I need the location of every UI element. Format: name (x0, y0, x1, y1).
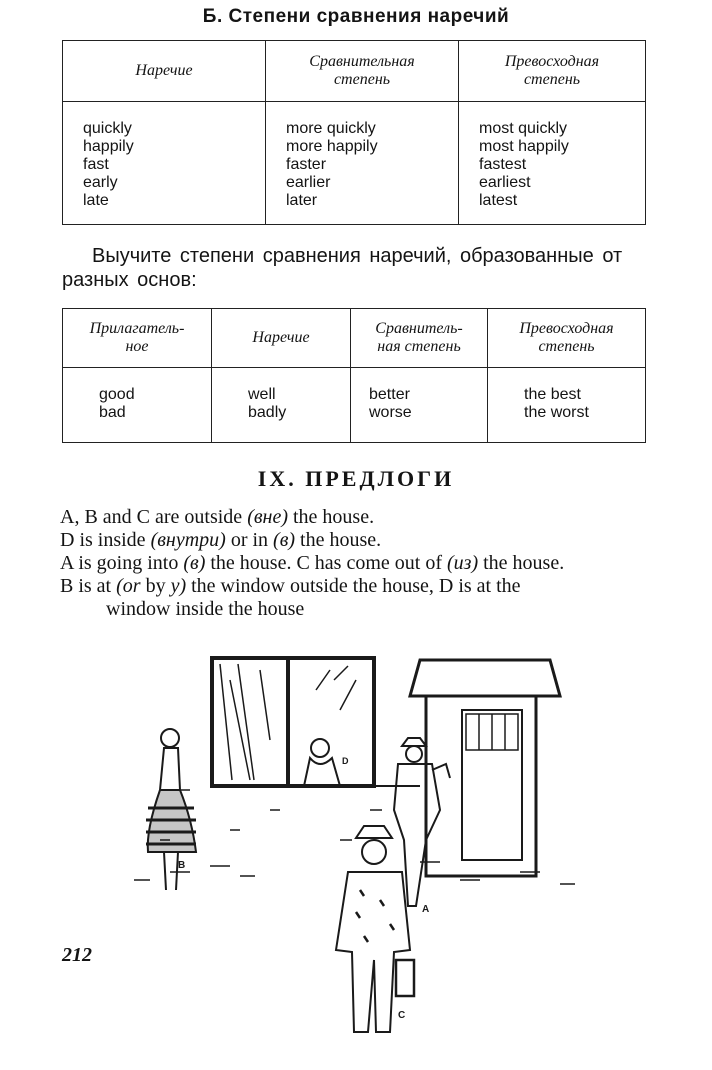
superlative-column: most quickly most happily fastest earliest latest (459, 102, 646, 225)
label-b: B (178, 860, 186, 871)
adverb-column: quickly happily fast early late (83, 120, 134, 209)
header-adverb: Наречие (212, 309, 351, 368)
table-body-row (63, 368, 646, 443)
figure-d-head (311, 739, 329, 757)
adjective-column: good bad (99, 386, 135, 421)
label-a: A (422, 904, 430, 915)
section-heading: IX. ПРЕДЛОГИ (257, 466, 455, 491)
label-d: D (342, 756, 349, 766)
header-superlative: Превосходная степень (459, 41, 646, 102)
table-header-row (63, 41, 646, 102)
example-line: A is going into (в) the house. C has come out of (из) the house. (60, 552, 565, 574)
comparative-column: better worse (351, 368, 488, 443)
figure-c-bag (396, 960, 414, 996)
figure-c-body (336, 872, 410, 1032)
header-comparative: Сравнитель- ная степень (351, 309, 488, 368)
header-comparative: Сравнительная степень (266, 41, 459, 102)
adverb-column: well badly (212, 368, 351, 443)
header-adjective: Прилагатель- ное (63, 309, 212, 368)
header-adverb: Наречие (63, 41, 266, 102)
irregular-table (62, 308, 646, 443)
section-title: Б. Степени сравнения наречий (202, 6, 510, 27)
label-c: C (398, 1010, 406, 1021)
table-header-row (63, 309, 646, 368)
page-number: 212 (62, 944, 92, 966)
instruction-text: Выучите степени сравнения наречий, образованные от разных основ: (62, 245, 623, 291)
header-superlative: Превосходная степень (488, 309, 646, 368)
superlative-column: the best the worst (488, 368, 646, 443)
example-line: D is inside (внутри) or in (в) the house. (60, 529, 382, 551)
comparative-column: more quickly more happily faster earlier later (266, 102, 459, 225)
figure-c-hat (356, 826, 392, 838)
door-canopy (410, 660, 560, 696)
window-frame (212, 658, 374, 786)
example-line: B is at (or by у) the window outside the house, D is at the (60, 575, 521, 597)
preposition-examples (60, 506, 660, 621)
example-line: A, B and C are outside (вне) the house. (60, 506, 375, 528)
table-body-row (63, 102, 646, 225)
figure-a-hat (402, 738, 426, 746)
figure-b-head (161, 729, 179, 747)
prepositions-illustration (120, 640, 590, 1060)
example-line: window inside the house (106, 598, 305, 620)
comparison-table (62, 40, 646, 225)
